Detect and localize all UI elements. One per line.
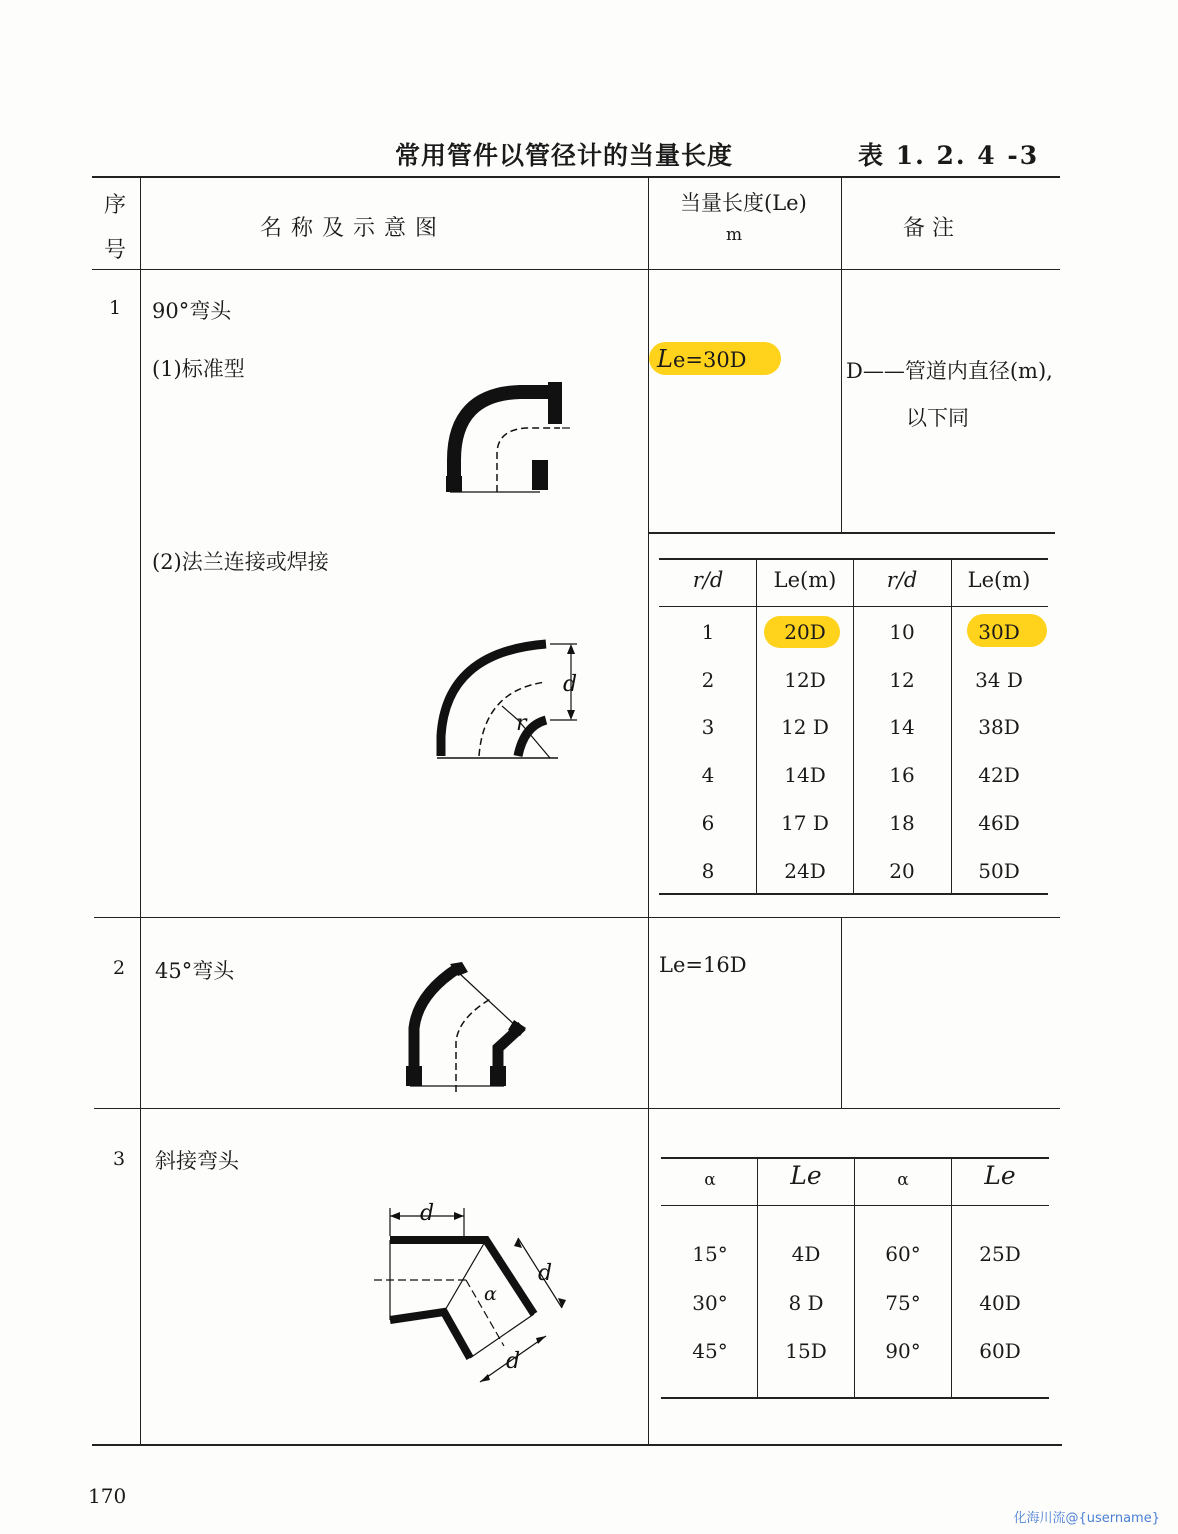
rd-header-0: r/d bbox=[692, 568, 724, 592]
alpha-cell: 60D bbox=[979, 1339, 1021, 1363]
col-divider-name bbox=[648, 177, 649, 1445]
rd-cell: 1 bbox=[701, 620, 715, 644]
watermark: 化海川流@{username} bbox=[1013, 1511, 1160, 1526]
row2-name: 45°弯头 bbox=[155, 959, 235, 983]
standard-elbow-diagram bbox=[440, 378, 580, 498]
rd-cell: 12 bbox=[889, 668, 915, 692]
alpha-header-3: Le bbox=[984, 1161, 1016, 1190]
mitre-label-d-bottom: d bbox=[506, 1349, 521, 1374]
rd-cell: 16 bbox=[889, 763, 915, 787]
elbow-45-diagram bbox=[400, 962, 540, 1094]
row1-note-line1: D——管道内直径(m), bbox=[846, 359, 1053, 383]
rd-cell: 12D bbox=[784, 668, 826, 692]
rd-cell: 34 D bbox=[975, 668, 1023, 692]
row2-le: Le=16D bbox=[659, 953, 747, 977]
col-seq-top: 序 bbox=[104, 193, 127, 218]
rd-cell: 20 bbox=[889, 859, 915, 883]
rd-cell: 10 bbox=[889, 620, 915, 644]
rd-cell: 4 bbox=[701, 763, 715, 787]
row3-name: 斜接弯头 bbox=[155, 1149, 239, 1173]
row2-bottom-rule bbox=[94, 1108, 1060, 1109]
col-divider-le-row2 bbox=[841, 917, 842, 1108]
row1-seq: 1 bbox=[109, 297, 122, 319]
rd-cell: 18 bbox=[889, 811, 915, 835]
rd-cell: 17 D bbox=[781, 811, 829, 835]
col-le-unit: m bbox=[726, 225, 743, 245]
row1-sub-rule bbox=[649, 532, 1055, 534]
col-seq-bottom: 号 bbox=[104, 238, 127, 263]
rd-cell: 46D bbox=[978, 811, 1020, 835]
alpha-cell: 45° bbox=[692, 1339, 728, 1363]
row1-sub1-le: Le=30D bbox=[657, 345, 747, 373]
rd-cell: 42D bbox=[978, 763, 1020, 787]
alpha-cell: 4D bbox=[791, 1242, 821, 1266]
alpha-header-2: α bbox=[897, 1170, 909, 1190]
alpha-cell: 30° bbox=[692, 1291, 728, 1315]
row1-bottom-rule bbox=[94, 917, 1060, 918]
rd-header-2: r/d bbox=[886, 568, 918, 592]
table-title: 常用管件以管径计的当量长度 bbox=[395, 141, 734, 170]
rd-cell: 14D bbox=[784, 763, 826, 787]
row1-name: 90°弯头 bbox=[152, 299, 232, 323]
row3-seq: 3 bbox=[113, 1148, 126, 1170]
rd-cell: 14 bbox=[889, 715, 915, 739]
mitre-label-alpha: α bbox=[484, 1283, 497, 1305]
alpha-cell: 60° bbox=[885, 1242, 921, 1266]
row1-sub1-name: (1)标准型 bbox=[152, 357, 245, 381]
rd-cell: 3 bbox=[701, 715, 715, 739]
alpha-cell: 90° bbox=[885, 1339, 921, 1363]
col-divider-seq bbox=[140, 177, 141, 1445]
alpha-header-0: α bbox=[704, 1170, 716, 1190]
mitre-elbow-diagram bbox=[370, 1196, 570, 1386]
row1-sub2-name: (2)法兰连接或焊接 bbox=[152, 550, 329, 574]
alpha-cell: 40D bbox=[979, 1291, 1021, 1315]
table-number: 表 1. 2. 4 -3 bbox=[858, 141, 1040, 170]
diagram-label-d: d bbox=[563, 672, 578, 697]
row1-note-line2: 以下同 bbox=[906, 406, 969, 430]
table-bottom-rule bbox=[92, 1444, 1062, 1446]
rd-cell: 24D bbox=[784, 859, 826, 883]
rd-cell: 2 bbox=[701, 668, 715, 692]
rd-cell: 38D bbox=[978, 715, 1020, 739]
diagram-label-r: r bbox=[516, 711, 527, 736]
rd-header-1: Le(m) bbox=[773, 568, 837, 592]
alpha-cell: 75° bbox=[885, 1291, 921, 1315]
rd-cell: 30D bbox=[978, 620, 1020, 644]
rd-cell: 12 D bbox=[781, 715, 829, 739]
page-number: 170 bbox=[88, 1484, 127, 1508]
mitre-label-d-side: d bbox=[538, 1261, 553, 1286]
row2-seq: 2 bbox=[113, 957, 126, 979]
alpha-cell: 25D bbox=[979, 1242, 1021, 1266]
col-name-header: 名 称 及 示 意 图 bbox=[260, 216, 438, 241]
mitre-label-d-top: d bbox=[420, 1201, 435, 1226]
rd-cell: 50D bbox=[978, 859, 1020, 883]
alpha-cell: 8 D bbox=[788, 1291, 824, 1315]
col-note-header: 备 注 bbox=[903, 216, 954, 241]
rd-cell: 6 bbox=[701, 811, 715, 835]
rd-cell: 8 bbox=[701, 859, 715, 883]
flanged-elbow-diagram bbox=[432, 636, 592, 766]
alpha-cell: 15D bbox=[785, 1339, 827, 1363]
col-divider-le-top bbox=[841, 177, 842, 534]
alpha-header-1: Le bbox=[790, 1161, 822, 1190]
rd-header-3: Le(m) bbox=[967, 568, 1031, 592]
header-bottom-rule bbox=[92, 269, 1060, 270]
table-top-rule bbox=[92, 176, 1060, 178]
col-le-header: 当量长度(Le) bbox=[680, 191, 807, 215]
alpha-cell: 15° bbox=[692, 1242, 728, 1266]
rd-cell: 20D bbox=[784, 620, 826, 644]
